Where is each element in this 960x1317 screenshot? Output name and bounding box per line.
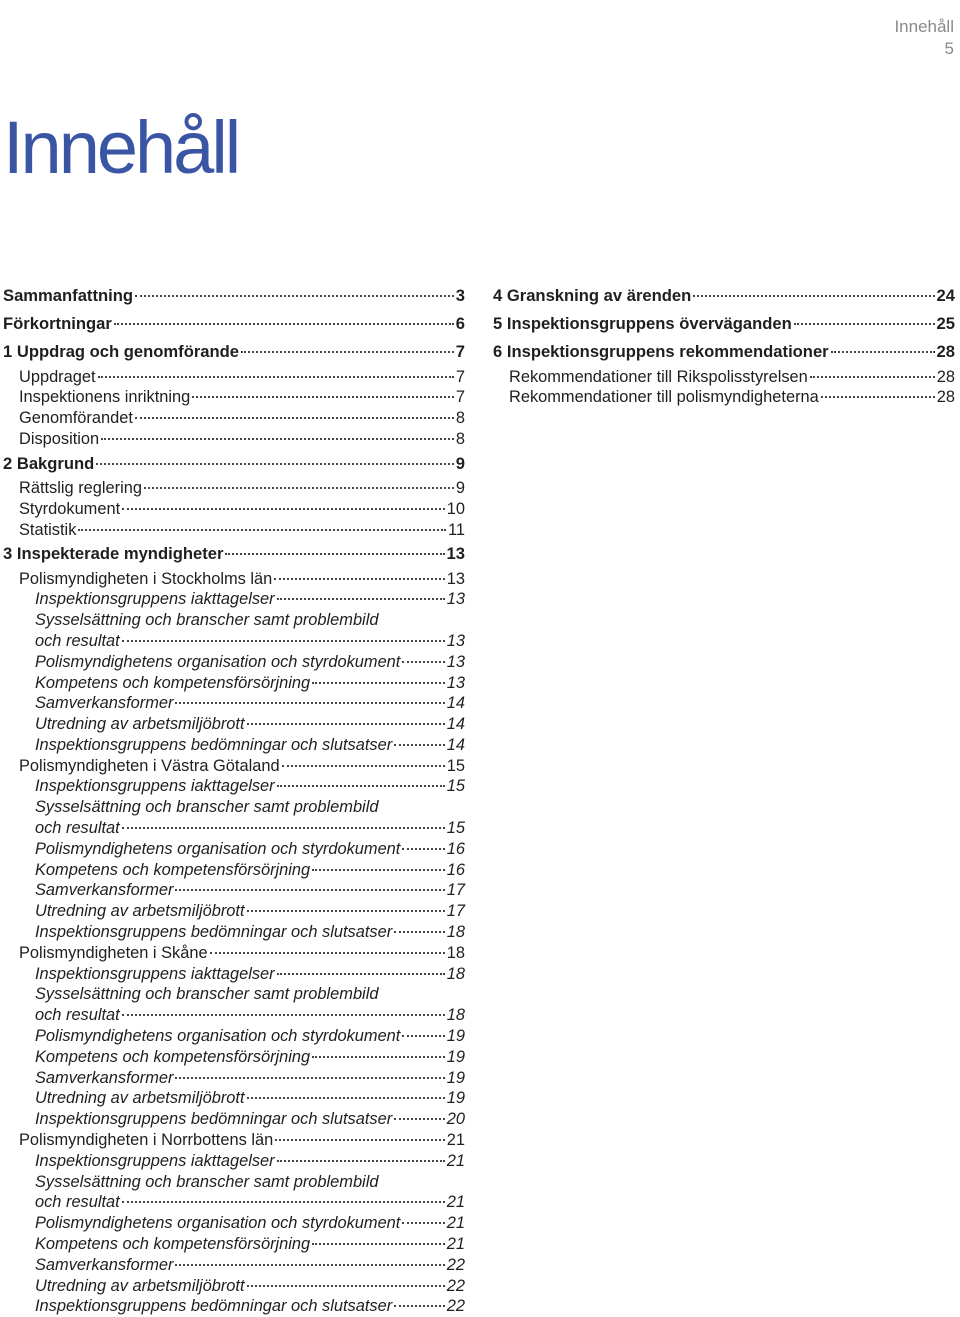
toc-entry-title: Utredning av arbetsmiljöbrott — [35, 715, 245, 734]
toc-entry-page: 7 — [455, 367, 465, 386]
toc-entry[interactable] — [3, 1130, 465, 1151]
toc-entry-page: 7 — [455, 342, 465, 362]
toc-entry-title: Polismyndighetens organisation och styrdokument — [35, 839, 401, 858]
toc-dot-leader — [101, 437, 454, 440]
toc-entry-title: Polismyndigheten i Västra Götaland — [19, 756, 280, 775]
toc-entry-page: 20 — [446, 1110, 465, 1129]
toc-dot-leader — [402, 847, 444, 850]
toc-entry-title: Inspektionsgruppens bedömningar och slutsatser — [35, 1110, 393, 1129]
toc-dot-leader — [394, 1304, 445, 1307]
toc-entry[interactable] — [3, 901, 465, 922]
toc-entry[interactable] — [3, 1192, 465, 1213]
toc-entry[interactable] — [3, 880, 465, 901]
toc-entry-page: 8 — [455, 409, 465, 428]
toc-entry-page: 28 — [936, 367, 955, 386]
toc-entry-title: Disposition — [19, 429, 100, 448]
toc-entry-title: Polismyndighetens organisation och styrdokument — [35, 1214, 401, 1233]
toc-entry[interactable] — [3, 1234, 465, 1255]
toc-dot-leader — [794, 322, 935, 325]
toc-entry-title: Polismyndigheten i Stockholms län — [19, 569, 273, 588]
toc-entry[interactable] — [3, 367, 465, 388]
toc-entry-title: Uppdraget — [19, 367, 96, 386]
toc-dot-leader — [810, 375, 935, 378]
toc-entry[interactable] — [3, 839, 465, 860]
toc-dot-leader — [192, 395, 454, 398]
toc-entry[interactable] — [3, 450, 465, 478]
toc-dot-leader — [394, 743, 445, 746]
toc-entry[interactable] — [3, 387, 465, 408]
toc-entry-page: 28 — [936, 388, 955, 407]
toc-entry-page: 21 — [446, 1214, 465, 1233]
toc-entry-title: Kompetens och kompetensförsörjning — [35, 1047, 311, 1066]
toc-dot-leader — [312, 868, 445, 871]
toc-entry-title: Inspektionsgruppens iakttagelser — [35, 964, 275, 983]
toc-entry-page: 9 — [455, 478, 465, 497]
toc-dot-leader — [98, 375, 454, 378]
toc-dot-leader — [402, 660, 444, 663]
toc-entry-page: 19 — [446, 1027, 465, 1046]
toc-dot-leader — [175, 1263, 444, 1266]
toc-dot-leader — [394, 930, 445, 933]
toc-entry[interactable] — [3, 735, 465, 756]
toc-entry[interactable] — [493, 338, 955, 366]
toc-entry-title: och resultat — [35, 819, 120, 838]
toc-entry-title: Polismyndighetens organisation och styrdokument — [35, 652, 401, 671]
toc-dot-leader — [225, 552, 444, 555]
toc-entry-title: Statistik — [19, 520, 77, 539]
toc-entry-page: 15 — [446, 756, 465, 775]
toc-entry-page: 18 — [446, 923, 465, 942]
toc-entry[interactable] — [493, 310, 955, 338]
toc-entry-title: Utredning av arbetsmiljöbrott — [35, 1276, 245, 1295]
toc-entry-page: 15 — [446, 819, 465, 838]
toc-entry-page: 13 — [446, 673, 465, 692]
toc-entry-title-line: Sysselsättning och branscher samt problembild — [35, 798, 379, 817]
toc-entry[interactable] — [493, 367, 955, 388]
toc-dot-leader — [135, 416, 454, 419]
toc-entry-title-line: Sysselsättning och branscher samt problembild — [35, 611, 379, 630]
toc-dot-leader — [247, 909, 445, 912]
toc-left-column — [3, 282, 465, 1317]
toc-entry-page: 13 — [446, 544, 465, 564]
toc-entry-title: 2 Bakgrund — [3, 453, 95, 473]
toc-dot-leader — [394, 1117, 445, 1120]
toc-entry-page: 28 — [936, 342, 955, 362]
toc-entry-title: 6 Inspektionsgruppens rekommendationer — [493, 342, 829, 362]
toc-entry[interactable] — [3, 1068, 465, 1089]
toc-dot-leader — [241, 350, 454, 353]
toc-entry-page: 22 — [446, 1297, 465, 1316]
toc-entry-page: 25 — [936, 314, 955, 334]
toc-entry[interactable] — [3, 1151, 465, 1172]
toc-entry-page: 16 — [446, 860, 465, 879]
toc-entry[interactable] — [3, 1109, 465, 1130]
toc-entry-page: 18 — [446, 1006, 465, 1025]
toc-entry[interactable] — [493, 387, 955, 408]
toc-entry-title: Utredning av arbetsmiljöbrott — [35, 902, 245, 921]
toc-dot-leader — [312, 681, 445, 684]
toc-entry-page: 10 — [446, 499, 465, 518]
toc-dot-leader — [78, 528, 446, 531]
toc-dot-leader — [275, 1138, 445, 1141]
toc-entry-title: och resultat — [35, 1006, 120, 1025]
toc-dot-leader — [122, 507, 445, 510]
toc-entry[interactable] — [3, 1213, 465, 1234]
toc-entry-title: Inspektionsgruppens bedömningar och slutsatser — [35, 1297, 393, 1316]
toc-entry-title: Förkortningar — [3, 314, 112, 334]
toc-entry-page: 8 — [455, 429, 465, 448]
toc-entry-page: 21 — [446, 1193, 465, 1212]
toc-entry-page: 19 — [446, 1068, 465, 1087]
toc-entry[interactable] — [3, 540, 465, 568]
toc-entry-page: 3 — [455, 286, 465, 305]
toc-entry-page: 21 — [446, 1131, 465, 1150]
toc-dot-leader — [274, 577, 444, 580]
running-head — [894, 16, 954, 60]
toc-entry-title: Inspektionsgruppens iakttagelser — [35, 590, 275, 609]
toc-dot-leader — [402, 1034, 444, 1037]
toc-dot-leader — [277, 597, 445, 600]
toc-dot-leader — [282, 764, 445, 767]
toc-entry-title: Polismyndigheten i Skåne — [19, 943, 208, 962]
toc-entry-page: 17 — [446, 881, 465, 900]
toc-entry-page: 6 — [455, 314, 465, 334]
toc-entry[interactable] — [3, 776, 465, 797]
toc-entry-page: 24 — [936, 286, 955, 305]
toc-entry-page: 9 — [455, 453, 465, 473]
toc-entry-title: 1 Uppdrag och genomförande — [3, 342, 240, 362]
toc-entry-title: Inspektionens inriktning — [19, 388, 191, 407]
toc-entry[interactable] — [3, 1005, 465, 1026]
toc-dot-leader — [122, 1013, 445, 1016]
toc-entry-page: 14 — [446, 694, 465, 713]
toc-entry[interactable] — [3, 818, 465, 839]
toc-dot-leader — [312, 1055, 445, 1058]
toc-entry[interactable] — [3, 631, 465, 652]
toc-dot-leader — [144, 486, 454, 489]
toc-entry-title: Genomförandet — [19, 409, 133, 428]
page-title: Innehåll — [3, 106, 239, 189]
toc-entry-title: 5 Inspektionsgruppens överväganden — [493, 314, 792, 334]
toc-entry[interactable] — [493, 282, 955, 310]
toc-dot-leader — [247, 1096, 445, 1099]
toc-entry[interactable] — [3, 1276, 465, 1297]
toc-dot-leader — [175, 888, 444, 891]
toc-entry-title: Rekommendationer till polismyndigheterna — [509, 388, 819, 407]
toc-entry-page: 16 — [446, 839, 465, 858]
running-head-section: Innehåll — [894, 17, 954, 36]
toc-entry-title: Kompetens och kompetensförsörjning — [35, 860, 311, 879]
toc-entry-title: Utredning av arbetsmiljöbrott — [35, 1089, 245, 1108]
toc-entry-title: Inspektionsgruppens iakttagelser — [35, 1151, 275, 1170]
toc-entry[interactable] — [3, 589, 465, 610]
toc-entry-page: 22 — [446, 1276, 465, 1295]
toc-entry-page: 18 — [446, 943, 465, 962]
toc-dot-leader — [175, 1076, 444, 1079]
toc-dot-leader — [114, 322, 454, 325]
toc-entry[interactable] — [3, 652, 465, 673]
toc-entry[interactable] — [3, 408, 465, 429]
toc-entry[interactable] — [3, 1296, 465, 1317]
toc-dot-leader — [247, 1284, 445, 1287]
toc-dot-leader — [175, 701, 444, 704]
toc-entry-title: Samverkansformer — [35, 1068, 174, 1087]
toc-entry-page: 13 — [446, 631, 465, 650]
toc-dot-leader — [122, 826, 445, 829]
toc-entry-page: 13 — [446, 590, 465, 609]
toc-entry-title: Polismyndigheten i Norrbottens län — [19, 1131, 274, 1150]
toc-entry-page: 14 — [446, 715, 465, 734]
toc-entry-page: 19 — [446, 1089, 465, 1108]
toc-entry-page: 19 — [446, 1047, 465, 1066]
toc-entry[interactable] — [3, 569, 465, 590]
toc-entry-title: och resultat — [35, 1193, 120, 1212]
toc-entry[interactable] — [3, 943, 465, 964]
toc-entry-title-line: Sysselsättning och branscher samt problembild — [35, 985, 379, 1004]
toc-entry-title: Sammanfattning — [3, 286, 133, 305]
toc-entry[interactable] — [3, 1026, 465, 1047]
toc-entry[interactable] — [3, 1047, 465, 1068]
toc-entry[interactable] — [3, 499, 465, 520]
toc-entry[interactable] — [3, 478, 465, 499]
toc-entry[interactable] — [3, 756, 465, 777]
toc-entry-title: 4 Granskning av ärenden — [493, 286, 692, 305]
toc-entry-title: Kompetens och kompetensförsörjning — [35, 673, 311, 692]
toc-entry[interactable] — [3, 922, 465, 943]
toc-entry-title: Samverkansformer — [35, 694, 174, 713]
toc-entry-title: Samverkansformer — [35, 1255, 174, 1274]
toc-entry-title: Styrdokument — [19, 499, 121, 518]
toc-entry-page: 7 — [455, 388, 465, 407]
toc-entry-title: Inspektionsgruppens iakttagelser — [35, 777, 275, 796]
toc-entry-title: Polismyndighetens organisation och styrdokument — [35, 1027, 401, 1046]
toc-entry-page: 13 — [446, 569, 465, 588]
toc-dot-leader — [693, 294, 934, 297]
toc-dot-leader — [122, 639, 445, 642]
toc-entry-title: Inspektionsgruppens bedömningar och slutsatser — [35, 923, 393, 942]
toc-entry[interactable] — [3, 338, 465, 366]
toc-entry-title-line: Sysselsättning och branscher samt problembild — [35, 1172, 379, 1191]
toc-dot-leader — [135, 294, 454, 297]
toc-entry-page: 15 — [446, 777, 465, 796]
toc-entry-title: Rekommendationer till Rikspolisstyrelsen — [509, 367, 808, 386]
toc-dot-leader — [402, 1221, 444, 1224]
toc-entry[interactable] — [3, 429, 465, 450]
toc-entry[interactable] — [3, 282, 465, 310]
toc-entry-page: 17 — [446, 902, 465, 921]
toc-entry-title: Samverkansformer — [35, 881, 174, 900]
toc-entry[interactable] — [3, 520, 465, 541]
toc-entry[interactable] — [3, 1255, 465, 1276]
toc-entry[interactable] — [3, 673, 465, 694]
toc-entry-page: 21 — [446, 1235, 465, 1254]
toc-entry[interactable] — [3, 964, 465, 985]
running-head-page-number: 5 — [944, 39, 954, 58]
toc-entry-page: 14 — [446, 735, 465, 754]
toc-entry[interactable] — [3, 693, 465, 714]
toc-dot-leader — [247, 722, 445, 725]
toc-entry-title: Rättslig reglering — [19, 478, 142, 497]
toc-dot-leader — [821, 395, 935, 398]
toc-dot-leader — [312, 1242, 445, 1245]
toc-entry[interactable] — [3, 860, 465, 881]
toc-dot-leader — [277, 972, 445, 975]
toc-entry-title: 3 Inspekterade myndigheter — [3, 544, 224, 564]
toc-entry-title: Kompetens och kompetensförsörjning — [35, 1235, 311, 1254]
toc-entry[interactable] — [3, 714, 465, 735]
toc-dot-leader — [96, 462, 453, 465]
toc-entry-page: 11 — [447, 520, 465, 539]
toc-dot-leader — [210, 951, 445, 954]
toc-dot-leader — [277, 784, 445, 787]
toc-entry-page: 13 — [446, 652, 465, 671]
toc-entry[interactable] — [3, 310, 465, 338]
toc-entry-page: 18 — [446, 964, 465, 983]
toc-dot-leader — [122, 1200, 445, 1203]
toc-dot-leader — [277, 1159, 445, 1162]
toc-entry-page: 21 — [446, 1151, 465, 1170]
toc-right-column — [493, 282, 955, 408]
toc-entry-page: 22 — [446, 1255, 465, 1274]
toc-entry-title: och resultat — [35, 631, 120, 650]
toc-entry[interactable] — [3, 1088, 465, 1109]
toc-dot-leader — [831, 350, 935, 353]
toc-entry-title: Inspektionsgruppens bedömningar och slutsatser — [35, 735, 393, 754]
